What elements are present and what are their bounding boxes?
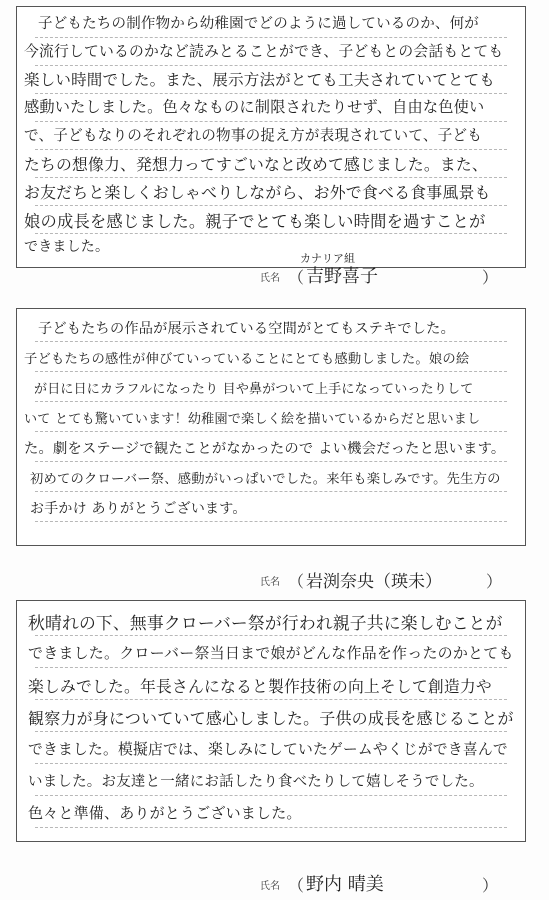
comment-line: が日に日にカラフルになったり 目や鼻がついて上手になっていったりして [34, 382, 474, 397]
open-paren: （ [288, 876, 305, 895]
comment-line: 感動いたしました。色々なものに制限されたりせず、自由な色使い [24, 98, 485, 116]
signer-name: 岩渕奈央（瑛未） [306, 572, 442, 592]
comment-line: で、子どもなりのそれぞれの物事の捉え方が表現されていて、子ども [24, 127, 483, 144]
comment-line: お手かけ ありがとうございます。 [30, 501, 247, 517]
ruled-line [35, 635, 507, 636]
comment-line: いて とても驚いています！幼稚園で楽しく絵を描いているからだと思いまし [24, 412, 481, 427]
ruled-line [35, 121, 507, 122]
ruled-line [35, 431, 507, 432]
name-label: 氏名 [260, 881, 280, 892]
ruled-line [35, 233, 507, 234]
comment-line: 観察力が身についていて感心しました。子供の成長を感じることが [28, 709, 514, 728]
comment-line: いました。お友達と一緒にお話したり食べたりして嬉しそうでした。 [28, 774, 484, 790]
comment-line: 秋晴れの下、無事クローバー祭が行われ親子共に楽しむことが [28, 613, 503, 633]
ruled-line [35, 65, 507, 66]
ruled-line [35, 521, 507, 522]
open-paren: （ [288, 572, 305, 591]
comment-line: 子どもたちの制作物から幼稚園でどのように過しているのか、何が [38, 16, 479, 32]
comment-line: お友だちと楽しくおしゃべりしながら、お外で食べる食事風景も [24, 183, 491, 202]
comment-line: た。劇をステージで観たことがなかったので よい機会だったと思います。 [24, 441, 506, 457]
name-label: 氏名 [260, 273, 280, 284]
ruled-line [35, 731, 507, 732]
comment-line: 楽しい時間でした。また、展示方法がとても工夫されていてとても [24, 71, 496, 89]
signature-row-1 [260, 252, 520, 288]
ruled-line [35, 37, 507, 38]
comment-line: できました。クローバー祭当日まで娘がどんな作品を作ったのかとても [28, 644, 514, 662]
signature-row-2 [260, 562, 520, 592]
ruled-line [35, 763, 507, 764]
ruled-line [35, 149, 507, 150]
comment-line: 今流行しているのかなど読みとることができ、子どもとの会話もとても [24, 43, 504, 60]
comment-line: 楽しみでした。年長さんになると製作技術の向上そして創造力や [28, 677, 492, 696]
open-paren: （ [288, 268, 305, 287]
ruled-line [35, 177, 507, 178]
ruled-line [35, 667, 507, 668]
signer-name: 吉野喜子 [306, 266, 378, 287]
comment-line: 子どもたちの作品が展示されている空間がとてもステキでした。 [38, 321, 455, 337]
close-paren: ） [481, 268, 498, 287]
class-name: カナリア組 [300, 252, 355, 265]
comment-line: 娘の成長を感じました。親子でとても楽しい時間を過すことが [24, 212, 486, 231]
ruled-line [35, 827, 507, 828]
close-paren: ） [485, 572, 502, 591]
close-paren: ） [481, 876, 498, 895]
ruled-line [35, 699, 507, 700]
comment-line: 初めてのクローバー祭、感動がいっぱいでした。来年も楽しみです。先生方の [30, 472, 501, 487]
name-label: 氏名 [260, 577, 280, 588]
ruled-line [35, 491, 507, 492]
ruled-line [35, 93, 507, 94]
ruled-line [35, 795, 507, 796]
ruled-line [35, 205, 507, 206]
comment-line: 色々と準備、ありがとうございました。 [28, 804, 302, 822]
ruled-line [35, 371, 507, 372]
signature-row-3 [260, 866, 520, 896]
comment-line: できました。 [24, 239, 110, 255]
ruled-line [35, 401, 507, 402]
signer-name: 野内 晴美 [306, 874, 384, 895]
comment-line: できました。模擬店では、楽しみにしていたゲームやくじができ喜んで [28, 741, 508, 758]
ruled-line [35, 461, 507, 462]
comment-line: たちの想像力、発想力ってすごいなと改めて感じました。また、 [24, 155, 488, 174]
ruled-line [35, 341, 507, 342]
comment-line: 子どもたちの感性が伸びていっていることにとても感動しました。娘の絵 [24, 352, 470, 367]
